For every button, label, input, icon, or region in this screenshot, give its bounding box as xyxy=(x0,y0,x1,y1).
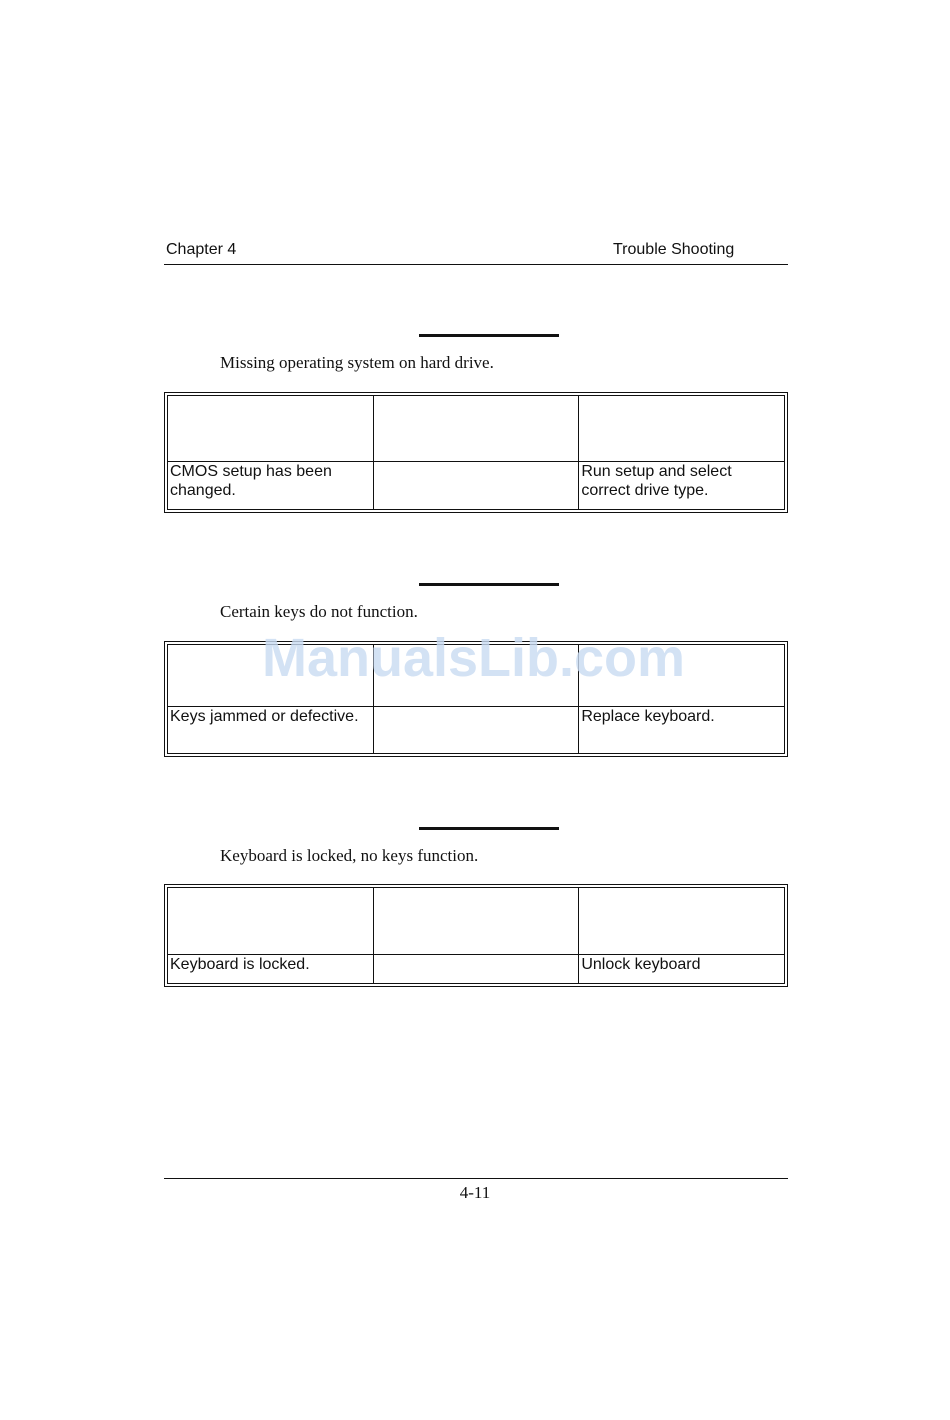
table-row xyxy=(168,462,785,510)
table-header-cell xyxy=(373,888,579,955)
cause-cell: CMOS setup has been changed. xyxy=(168,462,374,510)
middle-cell xyxy=(373,462,579,510)
table-header-cell xyxy=(168,888,374,955)
footer-rule xyxy=(164,1178,788,1179)
table-header-cell xyxy=(373,645,579,707)
table-header-cell xyxy=(579,888,785,955)
watermark: ManualsLib.com xyxy=(262,628,686,688)
troubleshooting-table-3 xyxy=(164,884,788,987)
problem-description-2: Certain keys do not function. xyxy=(220,602,418,621)
table-header-cell xyxy=(168,645,374,707)
problem-heading-bar-2 xyxy=(419,583,559,586)
troubleshooting-table-1 xyxy=(164,392,788,513)
problem-description-3: Keyboard is locked, no keys function. xyxy=(220,846,479,865)
table-row xyxy=(168,955,785,984)
page-number: 4-11 xyxy=(459,1183,491,1202)
table-header-cell xyxy=(579,396,785,462)
header-rule xyxy=(164,264,788,265)
cause-cell: Keys jammed or defective. xyxy=(168,707,374,754)
table-header-row xyxy=(168,645,785,707)
solution-cell: Run setup and select correct drive type. xyxy=(579,462,785,510)
middle-cell xyxy=(373,955,579,984)
table-header-row xyxy=(168,888,785,955)
cause-cell: Keyboard is locked. xyxy=(168,955,374,984)
section-title: Trouble Shooting xyxy=(613,241,735,258)
solution-cell: Replace keyboard. xyxy=(579,707,785,754)
table-header-cell xyxy=(373,396,579,462)
chapter-label: Chapter 4 xyxy=(166,241,237,258)
table-header-cell xyxy=(579,645,785,707)
troubleshooting-table-2 xyxy=(164,641,788,757)
problem-heading-bar-3 xyxy=(419,827,559,830)
solution-cell: Unlock keyboard xyxy=(579,955,785,984)
problem-heading-bar-1 xyxy=(419,334,559,337)
table-row xyxy=(168,707,785,754)
table-header-cell xyxy=(168,396,374,462)
table-header-row xyxy=(168,396,785,462)
problem-description-1: Missing operating system on hard drive. xyxy=(220,353,494,372)
middle-cell xyxy=(373,707,579,754)
